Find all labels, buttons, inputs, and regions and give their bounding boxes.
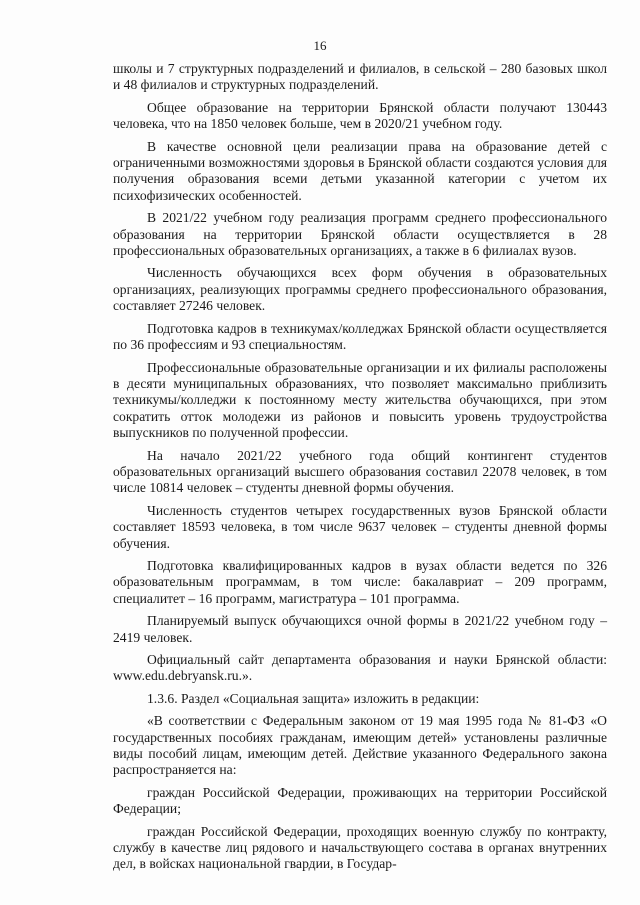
paragraph: В 2021/22 учебном году реализация программ среднего профессионального образования на территории Брянской области осуществляется в 28 профессиональных образовательных организациях, а также в 6 филиалах вузов. [113, 210, 607, 259]
paragraph: Подготовка квалифицированных кадров в вузах области ведется по 326 образовательным программам, в том числе: бакалавриат – 209 программ, специалитет – 16 программ, магистратура – 101 программа. [113, 557, 607, 606]
paragraph: В качестве основной цели реализации права на образование детей с ограниченными возможностями здоровья в Брянской области создаются условия для получения образования всеми детьми указанной категории с учетом их психофизических особенностей. [113, 138, 607, 203]
paragraph: На начало 2021/22 учебного года общий контингент студентов образовательных организаций высшего образования составил 22078 человек, в том числе 10814 человек – студенты дневной формы обучения. [113, 447, 607, 496]
paragraph: 1.3.6. Раздел «Социальная защита» изложить в редакции: [147, 690, 480, 706]
paragraph: Профессиональные образовательные организации и их филиалы расположены в десяти муниципальных образованиях, что позволяет максимально приблизить техникумы/колледжи к постоянному месту жительства обучающихся, при этом сократить отток молодежи из районов и повысить уровень трудоустройства выпускников по полученной профессии. [113, 359, 607, 441]
paragraph: Планируемый выпуск обучающихся очной формы в 2021/22 учебном году – 2419 человек. [113, 613, 607, 645]
paragraph: Численность студентов четырех государственных вузов Брянской области составляет 18593 человека, в том числе 9637 человек – студенты дневной формы обучения. [113, 502, 607, 551]
paragraph: Общее образование на территории Брянской области получают 130443 человека, что на 1850 человек больше, чем в 2020/21 учебном году. [113, 99, 607, 132]
paragraph: граждан Российской Федерации, проходящих военную службу по контракту, службу в качестве лиц рядового и начальствующего состава в органах внутренних дел, в войсках национальной гвардии, в Государ- [113, 823, 607, 872]
paragraph: Численность обучающихся всех форм обучения в образовательных организациях, реализующих программы среднего профессионального образования, составляет 27246 человек. [113, 265, 607, 314]
page-number: 16 [313, 38, 327, 53]
paragraph: «В соответствии с Федеральным законом от 19 мая 1995 года № 81-ФЗ «О государственных пособиях гражданам, имеющим детей» установлены различные виды пособий лицам, имеющим детей. Действие указанного Федерального закона распространяется на: [113, 713, 607, 778]
paragraph: школы и 7 структурных подразделений и филиалов, в сельской – 280 базовых школ и 48 филиалов и структурных подразделений. [113, 61, 607, 93]
paragraph: Подготовка кадров в техникумах/колледжах Брянской области осуществляется по 36 профессиям и 93 специальностям. [113, 320, 607, 353]
document-body [113, 61, 607, 879]
paragraph: граждан Российской Федерации, проживающих на территории Российской Федерации; [113, 784, 607, 817]
paragraph: Официальный сайт департамента образования и науки Брянской области: www.edu.debryansk.ru.». [113, 652, 607, 684]
